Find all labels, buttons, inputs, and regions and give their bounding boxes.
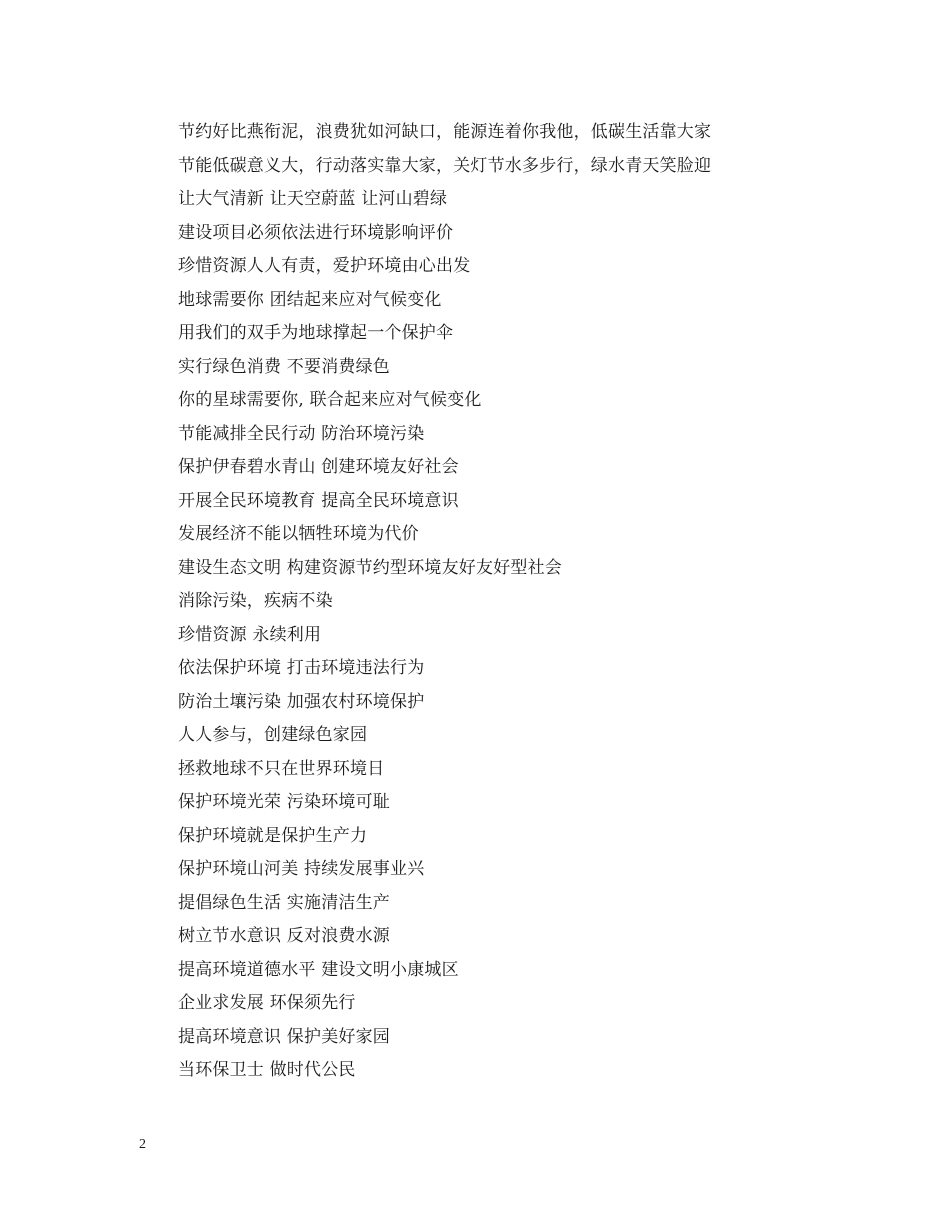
slogan-line: 拯救地球不只在世界环境日 (178, 758, 385, 779)
slogan-line: 建设项目必须依法进行环境影响评价 (178, 222, 454, 243)
slogan-line: 当环保卫士 做时代公民 (178, 1060, 356, 1080)
slogan-line: 保护环境山河美 持续发展事业兴 (178, 859, 425, 879)
slogan-line: 你的星球需要你, 联合起来应对气候变化 (178, 390, 482, 410)
slogan-line: 让大气清新 让天空蔚蓝 让河山碧绿 (178, 189, 448, 209)
slogan-list (178, 116, 898, 1088)
slogan-line: 企业求发展 环保须先行 (178, 993, 356, 1013)
slogan-line: 提高环境意识 保护美好家园 (178, 1026, 391, 1047)
slogan-line: 保护环境光荣 污染环境可耻 (178, 792, 391, 812)
slogan-line: 保护伊春碧水青山 创建环境友好社会 (178, 457, 459, 477)
slogan-line: 保护环境就是保护生产力 (178, 825, 368, 846)
slogan-line: 节约好比燕衔泥，浪费犹如河缺口，能源连着你我他，低碳生活靠大家 (178, 122, 712, 142)
slogan-line: 实行绿色消费 不要消费绿色 (178, 356, 391, 377)
slogan-line: 发展经济不能以牺牲环境为代价 (178, 524, 419, 544)
slogan-line: 珍惜资源 永续利用 (178, 624, 322, 645)
slogan-line: 建设生态文明 构建资源节约型环境友好友好型社会 (178, 557, 563, 578)
slogan-line: 提倡绿色生活 实施清洁生产 (178, 892, 391, 913)
slogan-line: 防治土壤污染 加强农村环境保护 (178, 691, 425, 712)
slogan-line: 珍惜资源人人有责，爱护环境由心出发 (178, 256, 471, 276)
slogan-line: 开展全民环境教育 提高全民环境意识 (178, 490, 459, 511)
slogan-line: 依法保护环境 打击环境违法行为 (178, 658, 425, 678)
slogan-line: 消除污染，疾病不染 (178, 591, 333, 611)
slogan-line: 地球需要你 团结起来应对气候变化 (178, 289, 442, 310)
page-number: 2 (139, 1137, 146, 1152)
slogan-line: 节能低碳意义大，行动落实靠大家，关灯节水多步行，绿水青天笑脸迎 (178, 155, 712, 176)
slogan-line: 树立节水意识 反对浪费水源 (178, 926, 391, 946)
slogan-line: 提高环境道德水平 建设文明小康城区 (178, 959, 459, 980)
slogan-line: 人人参与，创建绿色家园 (178, 725, 368, 745)
slogan-line: 节能减排全民行动 防治环境污染 (178, 423, 425, 444)
slogan-line: 用我们的双手为地球撑起一个保护伞 (178, 323, 454, 343)
